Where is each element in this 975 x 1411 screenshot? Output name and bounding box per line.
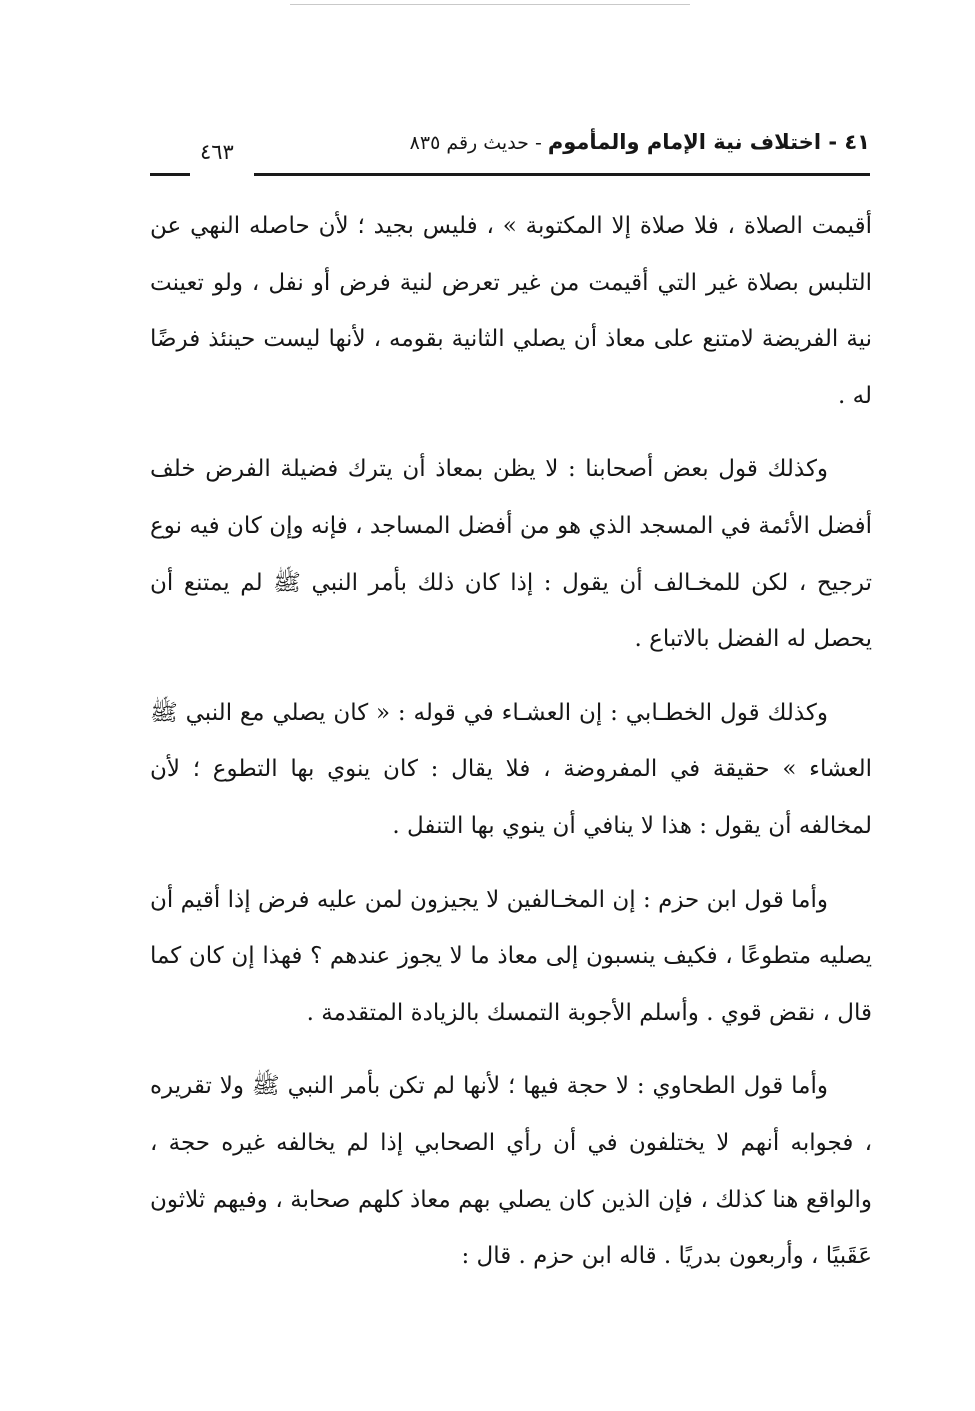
hadith-reference: - حديث رقم ٨٣٥ [409,132,548,154]
running-header [150,126,870,186]
paragraph-5: وأما قول الطحاوي : لا حجة فيها ؛ لأنها لم تكن بأمر النبي ﷺ ولا تقريره ، فجوابه أنهم لا يختلفون في أن رأي الصحابي إذا لم يخالفه غيره حجة ، والواقع هنا كذلك ، فإن الذين كان يصلي بهم معاذ كلهم صحابة ، وفيهم ثلاثون عَقَبيًا ، وأربعون بدريًا . قاله ابن حزم . قال : [150,1073,872,1270]
header-rule-gap [190,170,254,180]
paragraph-3: وكذلك قول الخطـابي : إن العشـاء في قوله : « كان يصلي مع النبي ﷺ العشاء » حقيقة في المفروضة ، فلا يقال : كان ينوي بها التطوع ؛ لأن لمخالفه أن يقول : هذا لا ينافي أن ينوي بها التنفل . [150,699,872,839]
body-text [150,198,872,1285]
chapter-title: ٤١ - اختلاف نية الإمام والمأموم [547,130,870,154]
header-title [410,130,870,154]
paragraph-2: وكذلك قول بعض أصحابنا : لا يظن بمعاذ أن يترك فضيلة الفرض خلف أفضل الأئمة في المسجد الذي هو من أفضل المساجد ، فإنه وإن كان فيه نوع ترجيح ، لكن للمخـالف أن يقول : إذا كان ذلك بأمر النبي ﷺ لم يمتنع أن يحصل له الفضل بالاتباع . [150,456,872,653]
paragraph-1: أقيمت الصلاة ، فلا صلاة إلا المكتوبة » ، فليس بجيد ؛ لأن حاصله النهي عن التلبس بصلاة غير التي أقيمت من غير تعرض لنية فرض أو نفل ، ولو تعينت نية الفريضة لامتنع على معاذ أن يصلي الثانية بقومه ، لأنها ليست حينئذ فرضًا له . [150,213,872,409]
header-rule [150,173,870,176]
paragraph-4: وأما قول ابن حزم : إن المخـالفين لا يجيزون لمن عليه فرض إذا أقيم أن يصليه متطوعًا ، فكيف ينسبون إلى معاذ ما لا يجوز عندهم ؟ فهذا إن كان كما قال ، نقض قوي . وأسلم الأجوبة التمسك بالزيادة المتقدمة . [150,886,872,1026]
top-edge-rule [290,4,690,5]
page-number: ٤٦٣ [200,140,234,164]
